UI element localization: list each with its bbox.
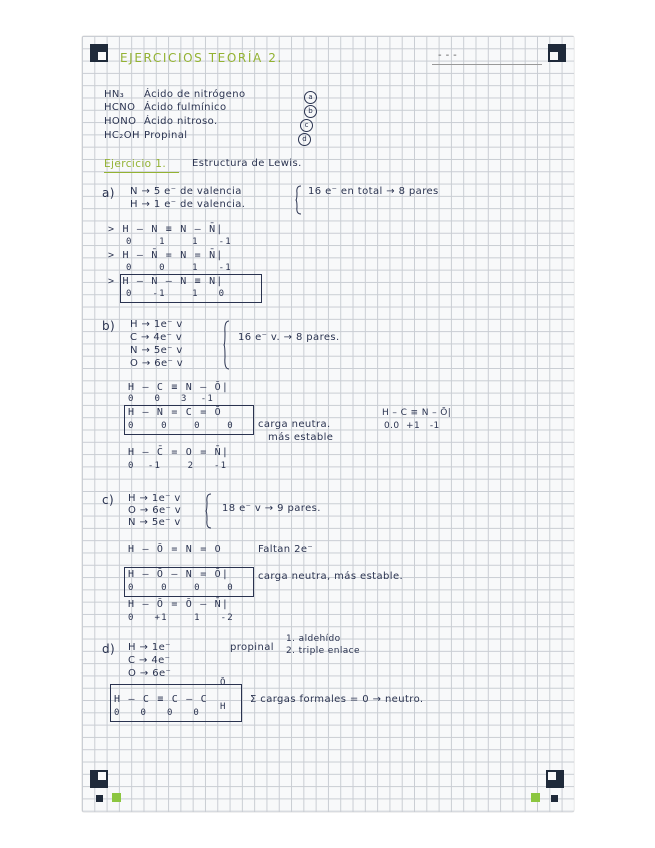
page-title: EJERCICIOS TEORÍA 2. (120, 51, 283, 65)
lewis-structure: H – Ō – N = Ō| (128, 569, 230, 580)
corner-marker-icon (90, 770, 108, 788)
compound-type: propinal (230, 642, 274, 653)
compound-mark: b (304, 105, 317, 118)
compound-name: Propinal (144, 130, 188, 141)
oxygen-atom: Ō (220, 678, 227, 688)
exercise-heading: Ejercicio 1. (104, 158, 167, 170)
brace-icon (296, 186, 302, 214)
lewis-structure: H – N̄ = C = Ō (128, 407, 222, 418)
valence-line: N → 5e⁻ v (128, 517, 181, 528)
valence-line: C → 4e⁻ (128, 655, 171, 666)
heading-underline (104, 172, 179, 173)
lewis-structure: H – C ≡ C – C (114, 694, 208, 705)
compound-formula: HC₂OH (104, 130, 140, 141)
annotation: más estable (268, 432, 334, 443)
compound-name: Ácido fulmínico (144, 102, 227, 113)
compound-formula: HCNO (104, 102, 136, 113)
hydrogen-atom: H (220, 702, 227, 712)
valence-line: O → 6e⁻ (128, 668, 172, 679)
formal-charges: 0 0 3 -1 (128, 394, 215, 404)
compound-mark: c (300, 119, 313, 132)
compound-feature: 1. aldehído (286, 634, 341, 644)
lewis-structure: > H – N̄ = N = N̄| (108, 250, 224, 261)
formal-charges: 0 -1 1 0 (126, 289, 226, 299)
total-electrons: 16 e⁻ v. → 8 pares. (238, 332, 340, 343)
formal-charges: 0 0 0 0 (114, 708, 201, 718)
annotation: Faltan 2e⁻ (258, 544, 314, 555)
date-underline (432, 64, 542, 65)
lewis-structure: H – Ō = Ō – N̄| (128, 599, 230, 610)
compound-mark: d (298, 133, 311, 146)
exercise-subheading: Estructura de Lewis. (192, 158, 302, 169)
valence-line: N → 5e⁻ v (130, 345, 183, 356)
valence-line: H → 1 e⁻ de valencia. (130, 199, 246, 210)
lewis-structure: H – C ≡ N – Ō| (128, 382, 230, 393)
part-c-label: c) (102, 493, 115, 507)
green-square-icon (531, 793, 540, 802)
valence-line: N → 5 e⁻ de valencia (130, 186, 242, 197)
corner-marker-icon (548, 44, 566, 62)
compound-feature: 2. triple enlace (286, 646, 360, 656)
formal-charges: 0 0 1 -1 (126, 263, 232, 273)
brace-icon (206, 494, 212, 528)
lewis-structure: H – C̄ = O = N̄| (128, 447, 230, 458)
part-d-label: d) (102, 642, 116, 656)
green-square-icon (112, 793, 121, 802)
valence-line: H → 1e⁻ (128, 642, 171, 653)
valence-line: H → 1e⁻ v (128, 493, 181, 504)
formal-charges: 0 1 1 -1 (126, 237, 232, 247)
notebook-page (82, 36, 574, 812)
lewis-structure: > H – N̄ – N ≡ N| (108, 276, 224, 287)
formal-charges: 0 +1 1 -2 (128, 613, 234, 623)
annotation: carga neutra. (258, 419, 331, 430)
total-electrons: 18 e⁻ v → 9 pares. (222, 503, 321, 514)
compound-formula: HN₃ (104, 89, 125, 100)
compound-name: Ácido nitroso. (144, 116, 218, 127)
part-b-label: b) (102, 319, 116, 333)
valence-line: H → 1e⁻ v (130, 319, 183, 330)
side-charges: 0.0 +1 -1 (384, 421, 440, 431)
annotation: carga neutra, más estable. (258, 571, 404, 582)
corner-marker-icon (90, 44, 108, 62)
date-field: - - - (438, 50, 458, 61)
compound-name: Ácido de nitrógeno (144, 89, 246, 100)
corner-marker-icon (546, 770, 564, 788)
valence-line: O → 6e⁻ v (128, 505, 182, 516)
dark-square-icon (551, 795, 558, 802)
dark-square-icon (96, 795, 103, 802)
compound-mark: a (304, 91, 317, 104)
brace-icon (224, 321, 230, 369)
compound-formula: HONO (104, 116, 137, 127)
formal-charges: 0 0 0 0 (128, 583, 234, 593)
valence-line: O → 6e⁻ v (130, 358, 184, 369)
formal-charges: 0 0 0 0 (128, 421, 234, 431)
side-structure: H – C ≡ N – Ō| (382, 408, 452, 418)
formal-charges: 0 -1 2 -1 (128, 461, 228, 471)
valence-line: C → 4e⁻ v (130, 332, 183, 343)
part-a-label: a) (102, 186, 115, 200)
total-electrons: 16 e⁻ en total → 8 pares (308, 186, 439, 197)
lewis-structure: > H – N ≡ N – N̄| (108, 224, 224, 235)
lewis-structure: H – Ō = N = O (128, 544, 222, 555)
annotation: Σ cargas formales = 0 → neutro. (250, 694, 424, 705)
